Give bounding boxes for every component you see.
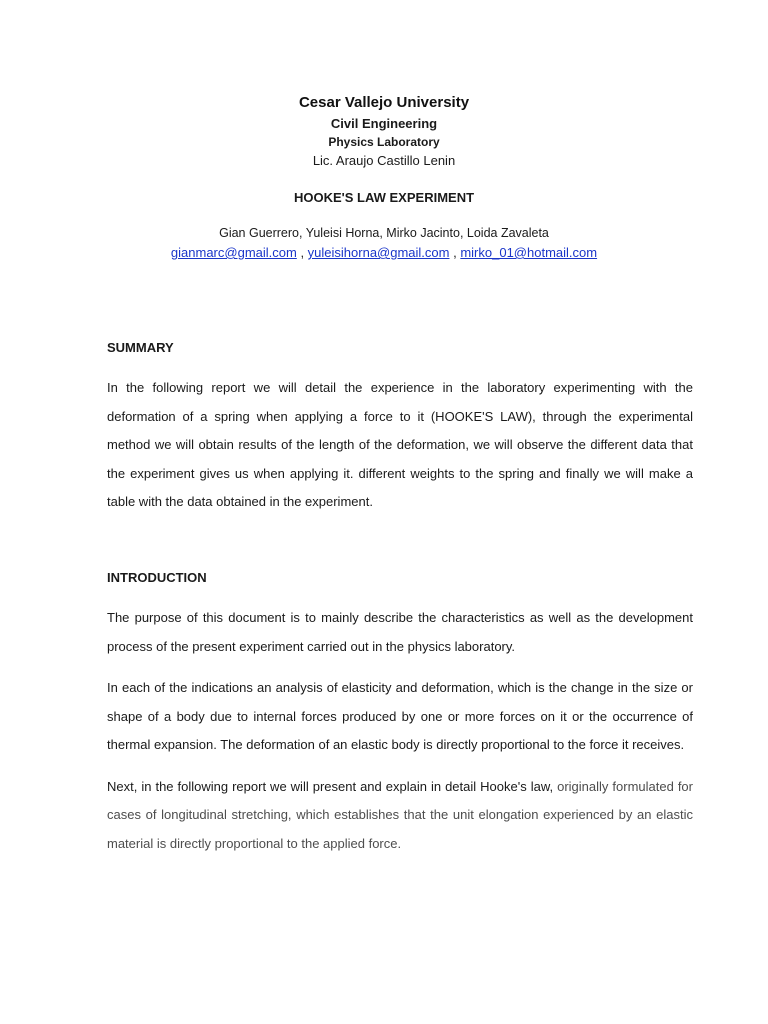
introduction-paragraph-1: The purpose of this document is to mainly describe the characteristics as well as the development process of the present experiment carried out in the physics laboratory. xyxy=(107,610,693,654)
summary-heading: SUMMARY xyxy=(107,340,174,355)
author-list: Gian Guerrero, Yuleisi Horna, Mirko Jacinto, Loida Zavaleta xyxy=(219,226,549,240)
introduction-paragraph-3-lead: Next, in the following report we will present and explain in detail Hooke's law, xyxy=(107,778,554,794)
email-link-yuleisihorna[interactable]: yuleisihorna@gmail.com xyxy=(307,245,450,260)
professor-name: Lic. Araujo Castillo Lenin xyxy=(312,153,456,168)
department-name: Civil Engineering xyxy=(330,116,438,131)
document-header xyxy=(0,92,768,262)
summary-section xyxy=(107,338,693,517)
introduction-paragraph-2: In each of the indications an analysis of elasticity and deformation, which is the change in the size or shape of a body due to internal forces produced by one or more forces on it or the occurrence of thermal expansion. The deformation of an elastic body is directly proportional to the force it receives. xyxy=(107,680,693,752)
introduction-paragraph-3-rest: originally formulated for cases of longitudinal stretching, which establishes that the unit elongation experienced by an elastic material is directly proportional to the applied force. xyxy=(107,778,693,851)
email-link-gianmarc[interactable]: gianmarc@gmail.com xyxy=(170,245,297,260)
email-link-mirko[interactable]: mirko_01@hotmail.com xyxy=(460,245,598,260)
laboratory-name: Physics Laboratory xyxy=(328,135,440,149)
university-name: Cesar Vallejo University xyxy=(298,94,470,111)
email-list xyxy=(0,243,768,262)
document-title: HOOKE'S LAW EXPERIMENT xyxy=(293,190,475,205)
introduction-section xyxy=(107,568,693,858)
summary-paragraph: In the following report we will detail the experience in the laboratory experimenting with the deformation of a spring when applying a force to it (HOOKE'S LAW), through the experimental method we will obtain results of the length of the deformation, we will observe the different data that the experiment gives us when applying it. different weights to the spring and finally we will make a table with the data obtained in the experiment. xyxy=(107,380,693,509)
email-separator: , xyxy=(449,245,461,260)
introduction-paragraph-3 xyxy=(107,773,693,859)
email-separator: , xyxy=(296,245,308,260)
introduction-heading: INTRODUCTION xyxy=(107,570,207,585)
